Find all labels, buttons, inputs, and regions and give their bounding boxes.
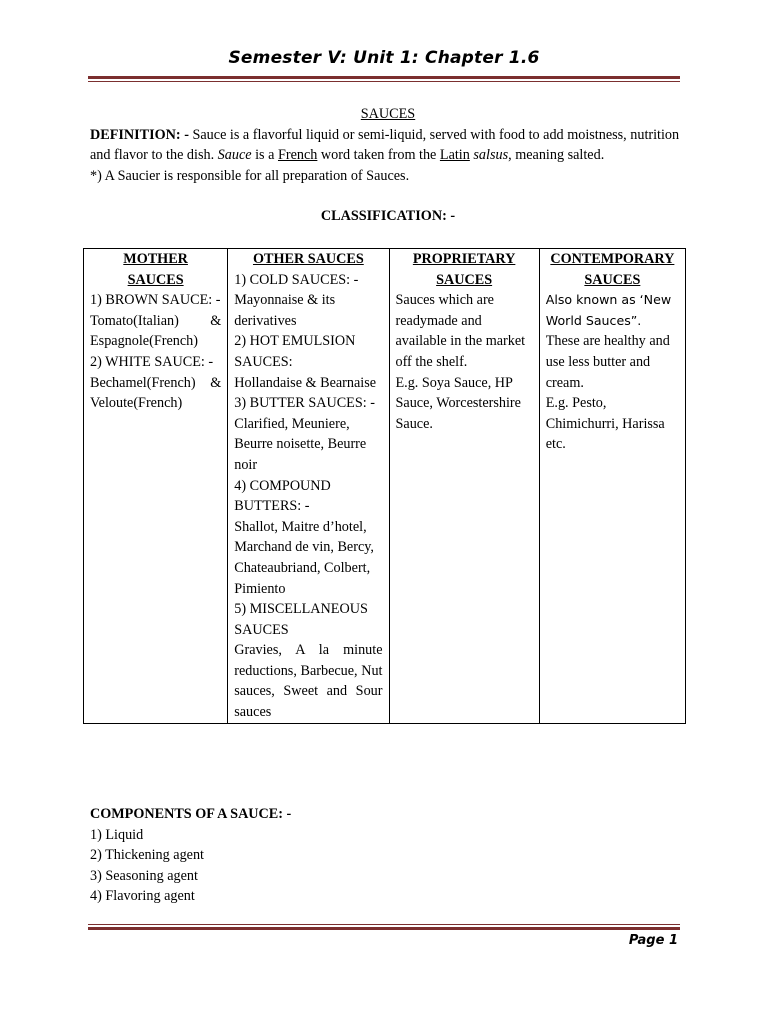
list-item: 2) Thickening agent bbox=[90, 847, 204, 864]
page-number: Page 1 bbox=[628, 933, 678, 948]
list-item: Clarified, Meuniere, Beurre noisette, Beurre noir bbox=[234, 415, 367, 473]
list-item: 2) WHITE SAUCE: - bbox=[90, 353, 214, 370]
table-row bbox=[84, 249, 686, 724]
definition-text-2: is a bbox=[251, 147, 278, 164]
list-item: E.g. Pesto, Chimichurri, Harissa etc. bbox=[545, 395, 665, 453]
mother-sauces-cell bbox=[84, 249, 228, 724]
footer-rule-thick bbox=[88, 927, 680, 930]
components-section bbox=[90, 804, 686, 907]
section-heading: SAUCES bbox=[360, 106, 416, 122]
list-item: 4) Flavoring agent bbox=[90, 888, 195, 905]
list-item: Also known as ‘New World Sauces”. bbox=[545, 292, 672, 328]
list-item: Bechamel(French) & Veloute(French) bbox=[90, 374, 222, 412]
contemporary-sauces-cell bbox=[539, 249, 685, 724]
definition-sauce-word: Sauce bbox=[217, 147, 252, 164]
list-item: Hollandaise & Bearnaise bbox=[234, 374, 377, 391]
intro-section bbox=[90, 104, 686, 227]
saucier-note: *) A Saucier is responsible for all preparation of Sauces. bbox=[90, 167, 410, 184]
classification-table bbox=[83, 248, 686, 724]
definition-french: French bbox=[277, 147, 318, 164]
list-item: Gravies, A la minute reductions, Barbecue, Nut sauces, Sweet and Sour sauces bbox=[234, 642, 383, 721]
definition-salsus: salsus bbox=[473, 147, 509, 164]
list-item: 3) BUTTER SAUCES: - bbox=[234, 395, 375, 412]
list-item: Sauces which are readymade and available in the market off the shelf. bbox=[395, 292, 526, 370]
list-item: 4) COMPOUND BUTTERS: - bbox=[234, 477, 331, 515]
column-heading: OTHER SAUCES bbox=[252, 251, 364, 267]
list-item: 2) HOT EMULSION SAUCES: bbox=[234, 333, 356, 370]
definition-latin: Latin bbox=[439, 147, 470, 164]
list-item: 1) COLD SAUCES: - bbox=[234, 271, 359, 288]
list-item: Mayonnaise & its derivatives bbox=[234, 292, 336, 329]
list-item: 1) Liquid bbox=[90, 826, 144, 843]
proprietary-sauces-cell bbox=[389, 249, 539, 724]
components-title: COMPONENTS OF A SAUCE: - bbox=[90, 806, 292, 822]
definition-text-1: Sauce is a flavorful liquid or semi-liquid, served with food to add moistness, nutrition and flavor to the dish. bbox=[90, 126, 680, 164]
other-sauces-cell bbox=[228, 249, 389, 724]
header-rule-thin bbox=[88, 81, 680, 82]
definition-text-5: , meaning salted. bbox=[508, 147, 605, 164]
definition-paragraph bbox=[90, 125, 686, 166]
list-item: Tomato(Italian) & Espagnole(French) bbox=[90, 312, 222, 350]
list-item: 3) Seasoning agent bbox=[90, 867, 198, 884]
list-item: These are healthy and use less butter and cream. bbox=[545, 333, 670, 391]
classification-title: CLASSIFICATION: - bbox=[320, 208, 456, 225]
header-rule-thick bbox=[88, 76, 680, 79]
footer-rule-thin bbox=[88, 924, 680, 925]
definition-text-3: word taken from the bbox=[317, 147, 440, 164]
list-item: 1) BROWN SAUCE: - bbox=[90, 292, 221, 309]
header-title: Semester V: Unit 1: Chapter 1.6 bbox=[228, 48, 540, 68]
list-item: 5) MISCELLANEOUS SAUCES bbox=[234, 601, 368, 638]
column-heading: MOTHER SAUCES bbox=[123, 251, 188, 288]
column-heading: PROPRIETARY SAUCES bbox=[412, 251, 516, 288]
list-item: Shallot, Maitre d’hotel, Marchand de vin, Bercy, Chateaubriand, Colbert, Pimiento bbox=[234, 518, 374, 597]
list-item: E.g. Soya Sauce, HP Sauce, Worcestershire Sauce. bbox=[395, 374, 521, 432]
column-heading: CONTEMPORARY SAUCES bbox=[550, 251, 675, 288]
definition-label: DEFINITION: - bbox=[90, 126, 193, 143]
